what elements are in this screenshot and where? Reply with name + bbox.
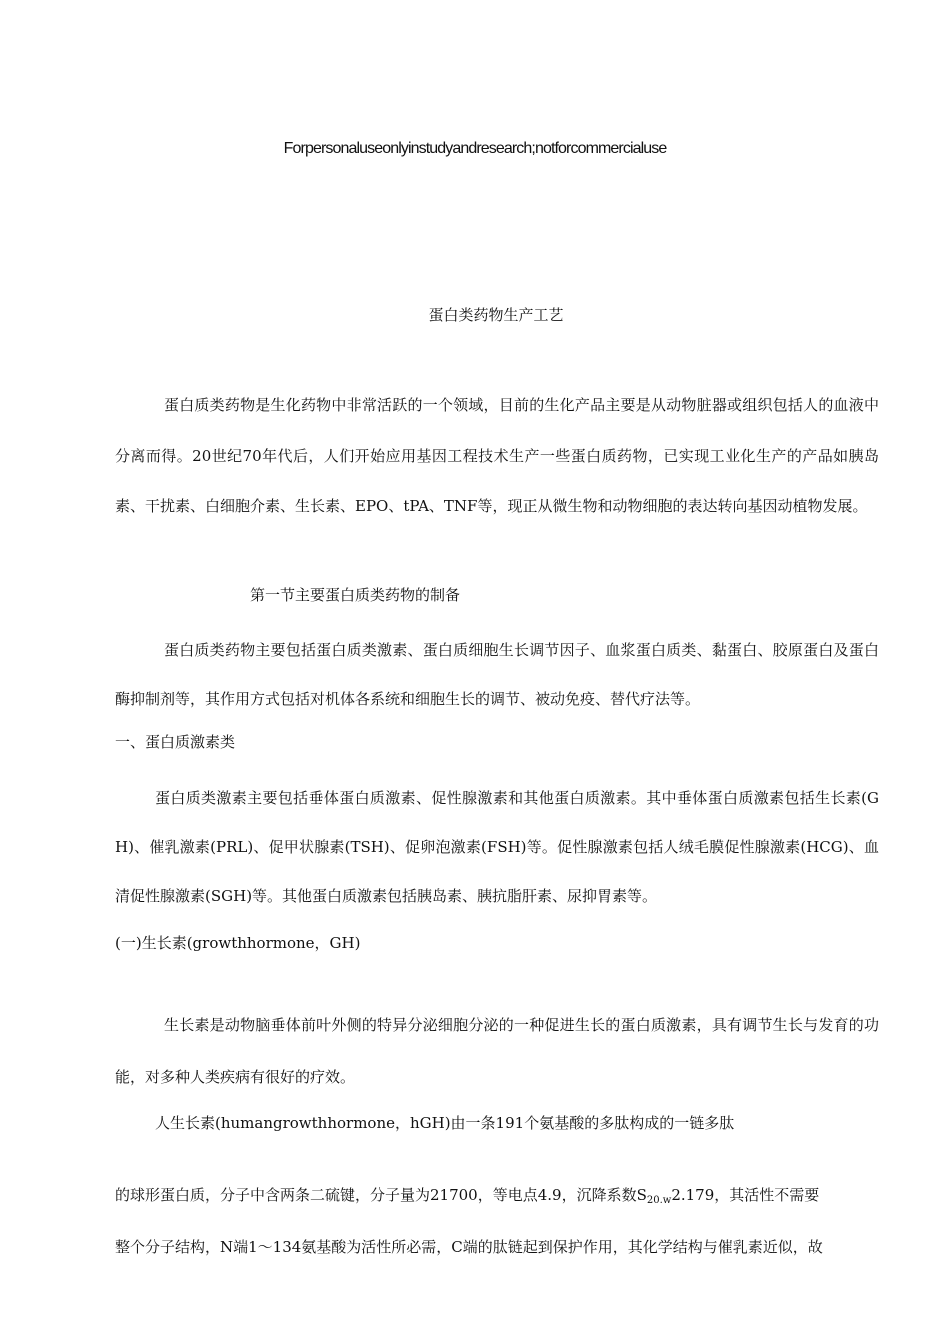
hgh-line-1: 人生长素(humangrowthhormone，hGH)由一条191个氨基酸的多肽构成的一链多肽	[155, 1114, 735, 1132]
usage-notice: Forpersonaluseonlyinstudyandresearch;notforcommercialuse	[283, 140, 667, 157]
hgh-line-2	[115, 1184, 819, 1206]
subheading-protein-hormones: 一、蛋白质激素类	[115, 733, 236, 751]
hormones-paragraph: 蛋白质类激素主要包括垂体蛋白质激素、促性腺激素和其他蛋白质激素。其中垂体蛋白质激素包括生长素(GH)、催乳激素(PRL)、促甲状腺素(TSH)、促卵泡激素(FSH)等。促性腺激素包括人绒毛膜促性腺激素(HCG)、血清促性腺激素(SGH)等。其他蛋白质激素包括胰岛素、胰抗脂肝素、尿抑胃素等。	[115, 789, 879, 905]
growth-hormone-paragraph: 生长素是动物脑垂体前叶外侧的特异分泌细胞分泌的一种促进生长的蛋白质激素，具有调节生长与发育的功能，对多种人类疾病有很好的疗效。	[115, 1016, 879, 1086]
hgh-line-2-tail: 2.179，其活性不需要	[671, 1186, 820, 1204]
section-intro-paragraph: 蛋白质类药物主要包括蛋白质类激素、蛋白质细胞生长调节因子、血浆蛋白质类、黏蛋白、胶原蛋白及蛋白酶抑制剂等，其作用方式包括对机体各系统和细胞生长的调节、被动免疫、替代疗法等。	[115, 641, 879, 708]
hgh-line-2-text: 的球形蛋白质，分子中含两条二硫键，分子量为21700，等电点4.9，沉降系数S	[115, 1186, 647, 1204]
document-title: 蛋白类药物生产工艺	[428, 306, 564, 324]
sedimentation-subscript: 20.w	[646, 1195, 672, 1206]
intro-paragraph: 蛋白质类药物是生化药物中非常活跃的一个领域，目前的生化产品主要是从动物脏器或组织包括人的血液中分离而得。20世纪70年代后，人们开始应用基因工程技术生产一些蛋白质药物，已实现工业化生产的产品如胰岛素、干扰素、白细胞介素、生长素、EPO、tPA、TNF等，现正从微生物和动物细胞的表达转向基因动植物发展。	[115, 396, 879, 515]
hgh-line-3: 整个分子结构，N端1～134氨基酸为活性所必需，C端的肽链起到保护作用，其化学结构与催乳素近似，故	[115, 1238, 823, 1256]
section-title: 第一节主要蛋白质类药物的制备	[250, 586, 461, 604]
subheading-growth-hormone: (一)生长素(growthhormone，GH)	[115, 934, 361, 952]
